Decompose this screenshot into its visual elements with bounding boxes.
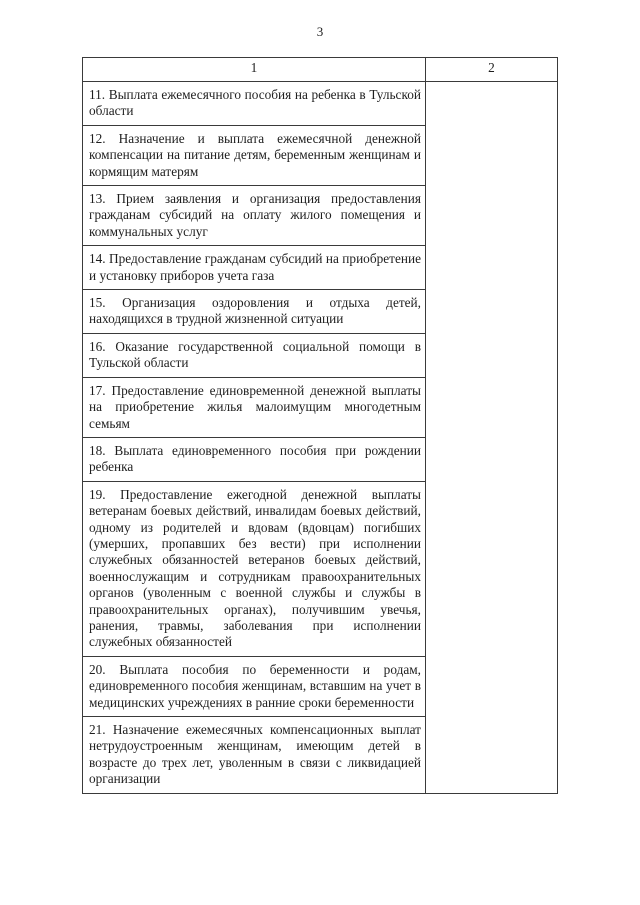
column-header-2: 2 xyxy=(426,58,558,82)
page-number: 3 xyxy=(316,24,324,39)
table-row: 13. Прием заявления и организация предоставления гражданам субсидий на оплату жилого помещения и коммунальных услуг xyxy=(83,186,425,246)
table-row: 15. Организация оздоровления и отдыха детей, находящихся в трудной жизненной ситуации xyxy=(83,290,425,334)
services-table xyxy=(82,57,558,794)
table-row: 11. Выплата ежемесячного пособия на ребенка в Тульской области xyxy=(83,82,425,126)
table-row: 18. Выплата единовременного пособия при рождении ребенка xyxy=(83,438,425,482)
table-row: 19. Предоставление ежегодной денежной выплаты ветеранам боевых действий, инвалидам боевых действий, одному из родителей и вдовам (вдовцам) погибших (умерших, пропавших без вести) при исполнении служебных обязанностей ветеранов боевых действий, военнослужащим и сотрудникам правоохранительных органов (уволенным с военной службы и службы в правоохранительных органах), получившим увечья, ранения, травмы, заболевания при исполнении служебных обязанностей xyxy=(83,482,425,657)
column-header-1: 1 xyxy=(83,58,426,82)
table-row: 14. Предоставление гражданам субсидий на приобретение и установку приборов учета газа xyxy=(83,246,425,290)
table-row: 20. Выплата пособия по беременности и родам, единовременного пособия женщинам, вставшим на учет в медицинских учреждениях в ранние сроки беременности xyxy=(83,657,425,717)
empty-column-cell xyxy=(426,82,558,794)
table-row: 12. Назначение и выплата ежемесячной денежной компенсации на питание детям, беременным женщинам и кормящим матерям xyxy=(83,126,425,186)
table-header-row xyxy=(83,58,558,82)
table-body-row xyxy=(83,82,558,794)
table-row: 21. Назначение ежемесячных компенсационных выплат нетрудоустроенным женщинам, имеющим детей в возрасте до трех лет, уволенным в связи с ликвидацией организации xyxy=(89,722,421,787)
table-row: 16. Оказание государственной социальной помощи в Тульской области xyxy=(83,334,425,378)
table-row: 17. Предоставление единовременной денежной выплаты на приобретение жилья малоимущим многодетным семьям xyxy=(83,378,425,438)
services-list-cell xyxy=(83,82,426,794)
